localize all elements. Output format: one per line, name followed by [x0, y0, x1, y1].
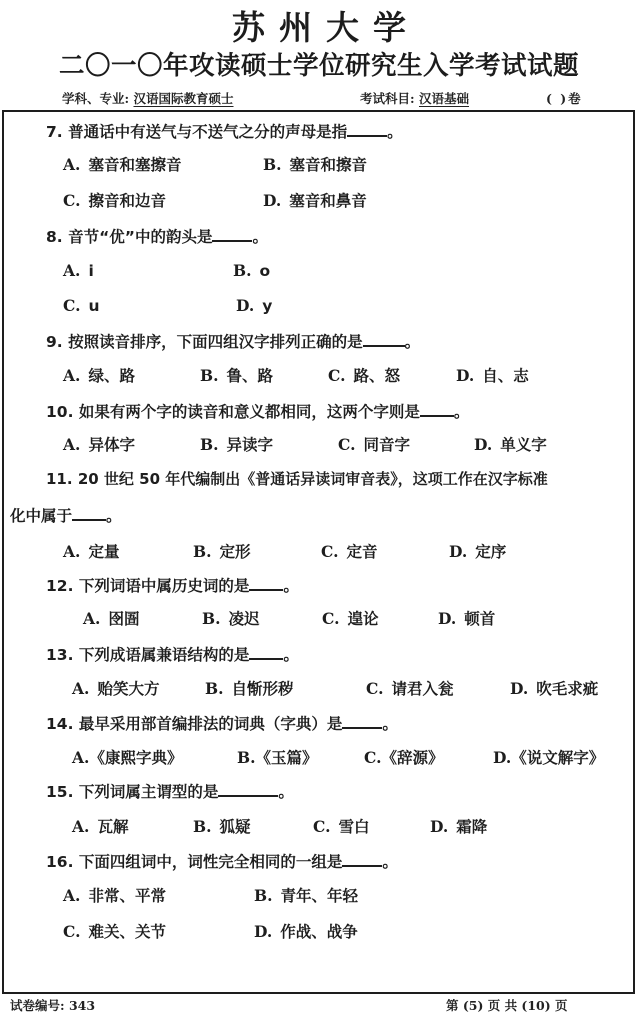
- paper-number: 试卷编号: 343: [10, 998, 96, 1013]
- question-15: [46, 780, 294, 802]
- exam-title: 二〇一〇年攻读硕士学位研究生入学考试试题: [58, 51, 579, 81]
- option-letter: D.: [263, 191, 282, 210]
- answer-blank: [249, 648, 283, 660]
- question-number: 14.: [46, 715, 74, 733]
- option-d: [430, 815, 487, 837]
- question-number: 13.: [46, 646, 74, 664]
- subject-field: [360, 89, 469, 107]
- question-text: 下面四组词中，词性完全相同的一组是: [78, 853, 343, 871]
- option-letter: A.: [83, 609, 101, 628]
- question-end: 。: [382, 853, 398, 871]
- option-letter: B.: [237, 748, 256, 767]
- option-a: [72, 746, 182, 768]
- option-a: [63, 540, 119, 562]
- question-text: 下列成语属兼语结构的是: [78, 646, 250, 664]
- option-b: [263, 153, 367, 175]
- option-letter: B.: [200, 435, 219, 454]
- major-label: 学科、专业:: [62, 91, 130, 106]
- question-end: 。: [283, 646, 299, 664]
- subject-value: 汉语基础: [418, 91, 469, 106]
- option-c: [322, 607, 378, 629]
- option-text: 雪白: [338, 818, 370, 836]
- option-d: [493, 746, 604, 768]
- option-b: [202, 607, 260, 629]
- option-letter: D.: [474, 435, 493, 454]
- question-13: [46, 643, 299, 665]
- option-a: [63, 884, 166, 906]
- option-letter: B.: [263, 155, 282, 174]
- option-a: [63, 433, 135, 455]
- option-text: 吹毛求疵: [536, 680, 599, 698]
- answer-blank: [212, 230, 252, 242]
- option-text: 《说文解字》: [511, 749, 605, 767]
- question-9: [46, 330, 420, 352]
- answer-blank: [342, 855, 382, 867]
- option-a: [83, 607, 139, 629]
- question-number: 8.: [46, 228, 63, 246]
- question-end: 。: [278, 783, 294, 801]
- question-text: 音节“优”中的韵头是: [68, 228, 213, 246]
- option-letter: D.: [430, 817, 449, 836]
- option-letter: A.: [63, 261, 81, 280]
- option-text: 自惭形秽: [231, 680, 294, 698]
- question-number: 11.: [46, 470, 73, 488]
- option-text: 异读字: [226, 436, 274, 454]
- option-c: [63, 189, 166, 211]
- option-text: 霜降: [456, 818, 488, 836]
- option-text: 塞音和擦音: [289, 156, 368, 174]
- option-d: [474, 433, 547, 455]
- question-text: 如果有两个字的读音和意义都相同，这两个字则是: [78, 403, 420, 421]
- option-text: 定序: [475, 543, 507, 561]
- question-end: 。: [404, 333, 421, 351]
- option-letter: A.: [63, 886, 81, 905]
- option-text: 鲁、路: [226, 367, 274, 385]
- option-b: [193, 540, 251, 562]
- option-b: [237, 746, 318, 768]
- question-number: 12.: [46, 577, 74, 595]
- option-text: 同音字: [363, 436, 410, 454]
- option-letter: A.: [72, 748, 90, 767]
- option-text: 凌迟: [228, 610, 260, 628]
- option-text: 《康熙字典》: [89, 749, 183, 767]
- option-text: 单义字: [500, 436, 547, 454]
- option-letter: D.: [493, 748, 512, 767]
- major-value: 汉语国际教育硕士: [133, 91, 234, 106]
- option-letter: A.: [72, 679, 90, 698]
- university-title: 苏州大学: [232, 8, 420, 47]
- option-letter: D.: [510, 679, 529, 698]
- option-letter: D.: [254, 922, 273, 941]
- option-letter: C.: [364, 748, 382, 767]
- question-end: 。: [387, 123, 403, 141]
- question-number: 9.: [46, 333, 63, 351]
- option-letter: A.: [63, 542, 81, 561]
- option-letter: B.: [233, 261, 252, 280]
- option-text: 自、志: [482, 367, 529, 385]
- question-text: 按照读音排序，下面四组汉字排列正确的是: [68, 333, 363, 351]
- option-letter: D.: [438, 609, 457, 628]
- answer-blank: [249, 579, 283, 591]
- option-text: 顿首: [464, 610, 496, 628]
- question-text: 下列词属主谓型的是: [78, 783, 219, 801]
- option-d: [254, 920, 358, 942]
- question-end: 。: [382, 715, 398, 733]
- option-letter: C.: [63, 191, 81, 210]
- option-text: 贻笑大方: [97, 680, 160, 698]
- question-16: [46, 850, 398, 872]
- answer-blank: [72, 509, 106, 521]
- option-letter: D.: [449, 542, 468, 561]
- answer-blank: [342, 717, 382, 729]
- option-letter: C.: [63, 296, 81, 315]
- option-b: [254, 884, 358, 906]
- option-c: [63, 296, 100, 315]
- option-text: 塞音和塞擦音: [88, 156, 182, 174]
- option-d: [449, 540, 506, 562]
- answer-blank: [347, 125, 387, 137]
- option-text: y: [262, 297, 273, 315]
- question-end: 。: [283, 577, 299, 595]
- question-14: [46, 712, 398, 734]
- question-text: 下列词语中属历史词的是: [78, 577, 250, 595]
- answer-blank: [420, 405, 454, 417]
- option-text: 定量: [88, 543, 120, 561]
- option-a: [63, 153, 181, 175]
- option-c: [366, 677, 453, 699]
- option-letter: A.: [63, 155, 81, 174]
- subject-label: 考试科目:: [360, 91, 415, 106]
- option-d: [510, 677, 598, 699]
- option-text: 青年、年轻: [280, 887, 359, 905]
- option-b: [233, 261, 270, 280]
- option-text: 《玉篇》: [255, 749, 318, 767]
- option-text: 瓦解: [97, 818, 129, 836]
- option-a: [63, 261, 94, 280]
- option-letter: B.: [205, 679, 224, 698]
- question-12: [46, 574, 299, 596]
- option-c: [328, 364, 400, 386]
- option-a: [63, 364, 135, 386]
- option-text: 《辞源》: [381, 749, 444, 767]
- option-letter: B.: [193, 817, 212, 836]
- option-b: [205, 677, 294, 699]
- option-text: 请君入瓮: [391, 680, 454, 698]
- question-end: 。: [252, 228, 268, 246]
- question-end: 。: [453, 403, 470, 421]
- option-letter: B.: [202, 609, 221, 628]
- question-number: 16.: [46, 853, 74, 871]
- option-text: 擦音和边音: [88, 192, 166, 210]
- option-text: 定音: [346, 543, 378, 561]
- question-number: 7.: [46, 123, 63, 141]
- option-d: [263, 189, 367, 211]
- option-c: [313, 815, 369, 837]
- option-letter: B.: [193, 542, 212, 561]
- option-b: [200, 364, 273, 386]
- option-letter: C.: [338, 435, 356, 454]
- question-11: [46, 468, 548, 489]
- option-letter: C.: [322, 609, 340, 628]
- option-letter: B.: [200, 366, 219, 385]
- option-text: 囹圄: [108, 610, 140, 628]
- option-letter: D.: [236, 296, 255, 315]
- question-11-continued: [10, 504, 122, 526]
- option-d: [438, 607, 495, 629]
- paper-type-label: ( )卷: [546, 91, 583, 106]
- answer-blank: [363, 335, 405, 347]
- question-number: 15.: [46, 783, 74, 801]
- question-7: [46, 120, 403, 142]
- question-text: 20 世纪 50 年代编制出《普通话异读词审音表》，这项工作在汉字标准: [77, 470, 548, 488]
- option-text: 狐疑: [219, 818, 251, 836]
- option-b: [193, 815, 251, 837]
- question-number: 10.: [46, 403, 74, 421]
- option-text: 路、怒: [353, 367, 400, 385]
- question-10: [46, 400, 469, 422]
- option-a: [72, 677, 159, 699]
- option-d: [236, 296, 272, 315]
- option-letter: C.: [366, 679, 384, 698]
- question-end: 。: [106, 507, 122, 525]
- option-letter: B.: [254, 886, 273, 905]
- question-text-line2: 化中属于: [10, 507, 73, 525]
- option-b: [200, 433, 273, 455]
- option-text: 异体字: [88, 436, 135, 454]
- option-letter: D.: [456, 366, 475, 385]
- option-c: [364, 746, 443, 768]
- option-text: u: [88, 297, 100, 315]
- option-c: [321, 540, 377, 562]
- option-letter: A.: [63, 435, 81, 454]
- question-text: 普通话中有送气与不送气之分的声母是指: [68, 123, 348, 141]
- major-field: [62, 89, 234, 107]
- option-letter: A.: [72, 817, 90, 836]
- option-text: o: [259, 262, 271, 280]
- option-text: 定形: [219, 543, 251, 561]
- option-text: 作战、战争: [280, 923, 358, 941]
- option-letter: A.: [63, 366, 81, 385]
- option-d: [456, 364, 529, 386]
- option-letter: C.: [328, 366, 346, 385]
- option-c: [338, 433, 410, 455]
- option-a: [72, 815, 128, 837]
- option-letter: C.: [313, 817, 331, 836]
- option-letter: C.: [63, 922, 81, 941]
- option-text: 非常、平常: [88, 887, 166, 905]
- option-letter: C.: [321, 542, 339, 561]
- page-info: 第 (5) 页 共 (10) 页: [446, 998, 568, 1013]
- answer-blank: [218, 785, 278, 797]
- option-text: i: [88, 262, 94, 280]
- question-8: [46, 225, 268, 247]
- option-c: [63, 920, 166, 942]
- question-text: 最早采用部首编排法的词典（字典）是: [78, 715, 343, 733]
- option-text: 难关、关节: [88, 923, 166, 941]
- option-text: 遑论: [347, 610, 379, 628]
- option-text: 塞音和鼻音: [289, 192, 367, 210]
- option-text: 绿、路: [88, 367, 135, 385]
